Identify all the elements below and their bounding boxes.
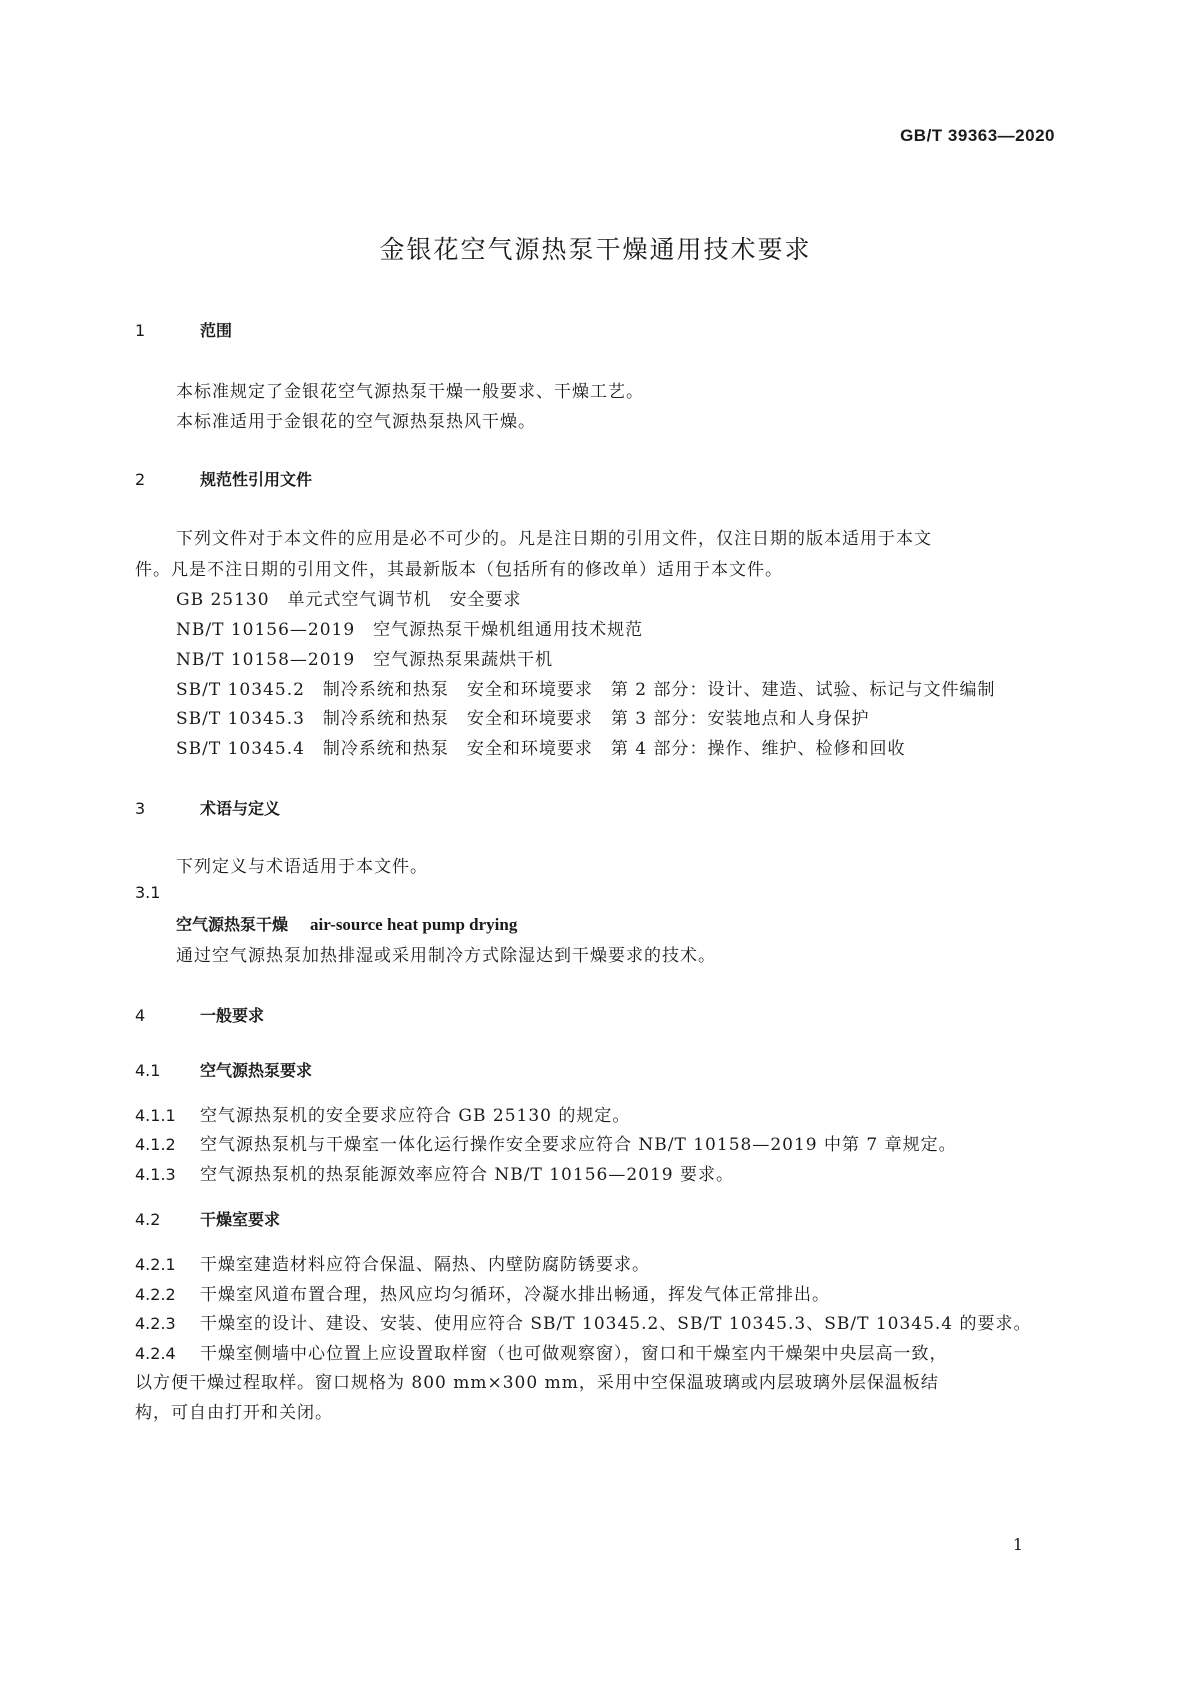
clause-text: 干燥室的设计、建设、安装、使用应符合 SB/T 10345.2、SB/T 10345.3、SB/T 10345.4 的要求。	[200, 1314, 1032, 1334]
page-number: 1	[1012, 1535, 1023, 1554]
term-number: 3.1	[135, 883, 161, 902]
clause-text: 空气源热泵机的安全要求应符合 GB 25130 的规定。	[200, 1106, 631, 1126]
reference-item: SB/T 10345.2 制冷系统和热泵 安全和环境要求 第 2 部分：设计、建造、试验、标记与文件编制	[176, 680, 996, 700]
clause-text: 空气源热泵机的热泵能源效率应符合 NB/T 10156—2019 要求。	[200, 1165, 734, 1185]
clause-4-2-4	[135, 1339, 948, 1364]
subsection-title: 干燥室要求	[200, 1210, 281, 1229]
reference-item: SB/T 10345.4 制冷系统和热泵 安全和环境要求 第 4 部分：操作、维护、检修和回收	[176, 739, 906, 759]
term-english: air-source heat pump drying	[310, 915, 518, 934]
section-3-heading	[135, 796, 280, 819]
paragraph: 下列文件对于本文件的应用是必不可少的。凡是注日期的引用文件，仅注日期的版本适用于本文	[176, 529, 932, 549]
term-definition: 通过空气源热泵加热排湿或采用制冷方式除湿达到干燥要求的技术。	[176, 946, 716, 966]
reference-item: SB/T 10345.3 制冷系统和热泵 安全和环境要求 第 3 部分：安装地点和人身保护	[176, 709, 870, 729]
paragraph-continuation: 件。凡是不注日期的引用文件，其最新版本（包括所有的修改单）适用于本文件。	[135, 560, 783, 580]
clause-text: 干燥室侧墙中心位置上应设置取样窗（也可做观察窗），窗口和干燥室内干燥架中央层高一致，	[200, 1344, 948, 1364]
clause-number: 4.2.1	[135, 1255, 176, 1274]
section-number: 1	[135, 321, 146, 340]
clause-text: 空气源热泵机与干燥室一体化运行操作安全要求应符合 NB/T 10158—2019 中第 7 章规定。	[200, 1135, 957, 1155]
subsection-title: 空气源热泵要求	[200, 1061, 313, 1080]
clause-number: 4.1.2	[135, 1135, 176, 1154]
section-title: 规范性引用文件	[200, 470, 313, 489]
clause-number: 4.1.3	[135, 1165, 176, 1184]
clause-4-2-2	[135, 1280, 830, 1305]
clause-continuation: 以方便干燥过程取样。窗口规格为 800 mm×300 mm，采用中空保温玻璃或内层玻璃外层保温板结	[135, 1373, 939, 1393]
subsection-number: 4.2	[135, 1210, 161, 1229]
subsection-4-2-heading	[135, 1207, 280, 1230]
reference-item: GB 25130 单元式空气调节机 安全要求	[176, 590, 522, 610]
clause-number: 4.1.1	[135, 1106, 176, 1125]
section-number: 3	[135, 799, 146, 818]
paragraph: 本标准规定了金银花空气源热泵干燥一般要求、干燥工艺。	[176, 382, 644, 402]
paragraph: 本标准适用于金银花的空气源热泵热风干燥。	[176, 412, 536, 432]
clause-number: 4.2.3	[135, 1314, 176, 1333]
clause-number: 4.2.2	[135, 1285, 176, 1304]
term-entry	[176, 912, 517, 935]
section-number: 4	[135, 1006, 146, 1025]
section-title: 范围	[200, 321, 233, 340]
section-title: 术语与定义	[200, 799, 281, 818]
section-title: 一般要求	[200, 1006, 265, 1025]
section-number: 2	[135, 470, 146, 489]
term-chinese: 空气源热泵干燥	[176, 915, 289, 934]
reference-item: NB/T 10158—2019 空气源热泵果蔬烘干机	[176, 650, 554, 670]
clause-continuation: 构，可自由打开和关闭。	[135, 1403, 333, 1423]
section-4-heading	[135, 1003, 264, 1026]
document-title: 金银花空气源热泵干燥通用技术要求	[379, 235, 812, 264]
subsection-4-1-heading	[135, 1058, 312, 1081]
clause-4-1-2	[135, 1130, 957, 1155]
clause-4-1-3	[135, 1160, 734, 1185]
clause-4-2-1	[135, 1250, 650, 1275]
standard-number: GB/T 39363—2020	[900, 126, 1055, 145]
clause-text: 干燥室建造材料应符合保温、隔热、内壁防腐防锈要求。	[200, 1255, 650, 1275]
clause-number: 4.2.4	[135, 1344, 176, 1363]
section-1-heading	[135, 318, 232, 341]
clause-4-1-1	[135, 1101, 630, 1126]
clause-text: 干燥室风道布置合理，热风应均匀循环，冷凝水排出畅通，挥发气体正常排出。	[200, 1285, 830, 1305]
clause-4-2-3	[135, 1309, 1032, 1334]
reference-item: NB/T 10156—2019 空气源热泵干燥机组通用技术规范	[176, 620, 644, 640]
section-2-heading	[135, 467, 312, 490]
subsection-number: 4.1	[135, 1061, 161, 1080]
paragraph: 下列定义与术语适用于本文件。	[176, 857, 428, 877]
